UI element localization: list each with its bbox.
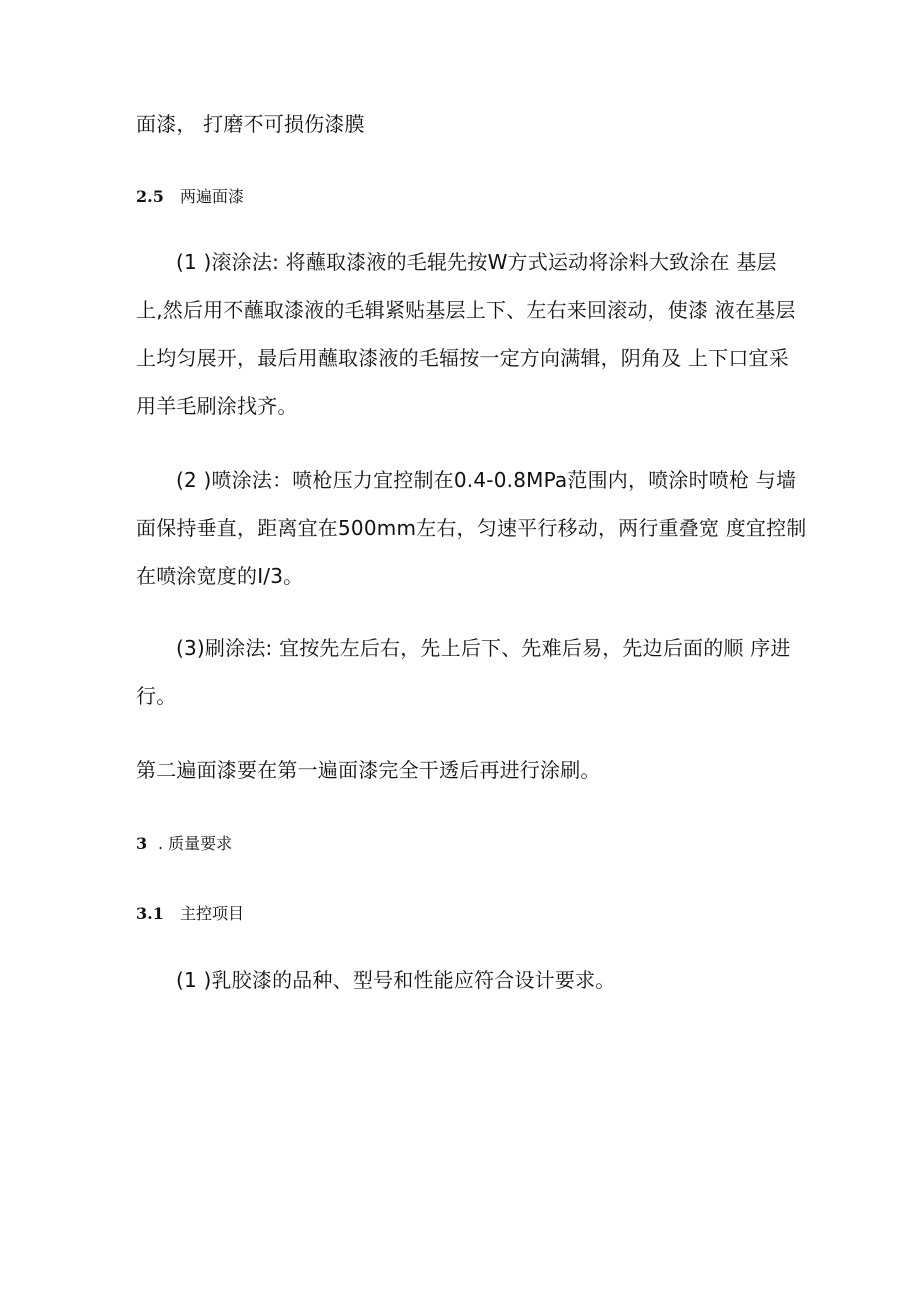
section-title: 两遍面漆 <box>180 187 245 206</box>
roller-line-2: 上,然后用不蘸取漆液的毛辑紧贴基层上下、左右来回滚动，使漆 液在基层 <box>136 298 796 322</box>
roller-line-3: 上均匀展开，最后用蘸取漆液的毛辐按一定方向满辑，阴角及 上下口宜采 <box>136 346 789 370</box>
section-title: . 质量要求 <box>158 834 233 853</box>
section-heading-3-1 <box>136 904 244 924</box>
section-number: 2.5 <box>136 187 164 206</box>
intro-line: 面漆， 打磨不可损伤漆膜 <box>136 112 365 136</box>
spray-line-1: (2 )喷涂法：喷枪压力宜控制在0.4-0.8MPa范围内，喷涂时喷枪 与墙 <box>176 468 797 492</box>
section-heading-2-5 <box>136 187 244 207</box>
section-title: 主控项目 <box>180 904 245 923</box>
roller-line-4: 用羊毛刷涂找齐。 <box>136 394 298 418</box>
second-coat-note: 第二遍面漆要在第一遍面漆完全干透后再进行涂刷。 <box>136 758 601 782</box>
brush-line-1: (3)刷涂法: 宜按先左后右，先上后下、先难后易，先边后面的顺 序进 <box>176 636 791 660</box>
section-number: 3 <box>136 834 148 853</box>
brush-line-2: 行。 <box>136 684 177 708</box>
requirement-item-1: (1 )乳胶漆的品种、型号和性能应符合设计要求。 <box>176 968 616 992</box>
section-number: 3.1 <box>136 904 164 923</box>
roller-line-1: (1 )滚涂法: 将蘸取漆液的毛辊先按W方式运动将涂料大致涂在 基层 <box>176 250 777 274</box>
spray-line-3: 在喷涂宽度的Ⅰ/3。 <box>136 564 304 588</box>
section-heading-3 <box>136 834 232 854</box>
spray-line-2: 面保持垂直，距离宜在500mm左右，匀速平行移动，两行重叠宽 度宜控制 <box>136 516 807 540</box>
